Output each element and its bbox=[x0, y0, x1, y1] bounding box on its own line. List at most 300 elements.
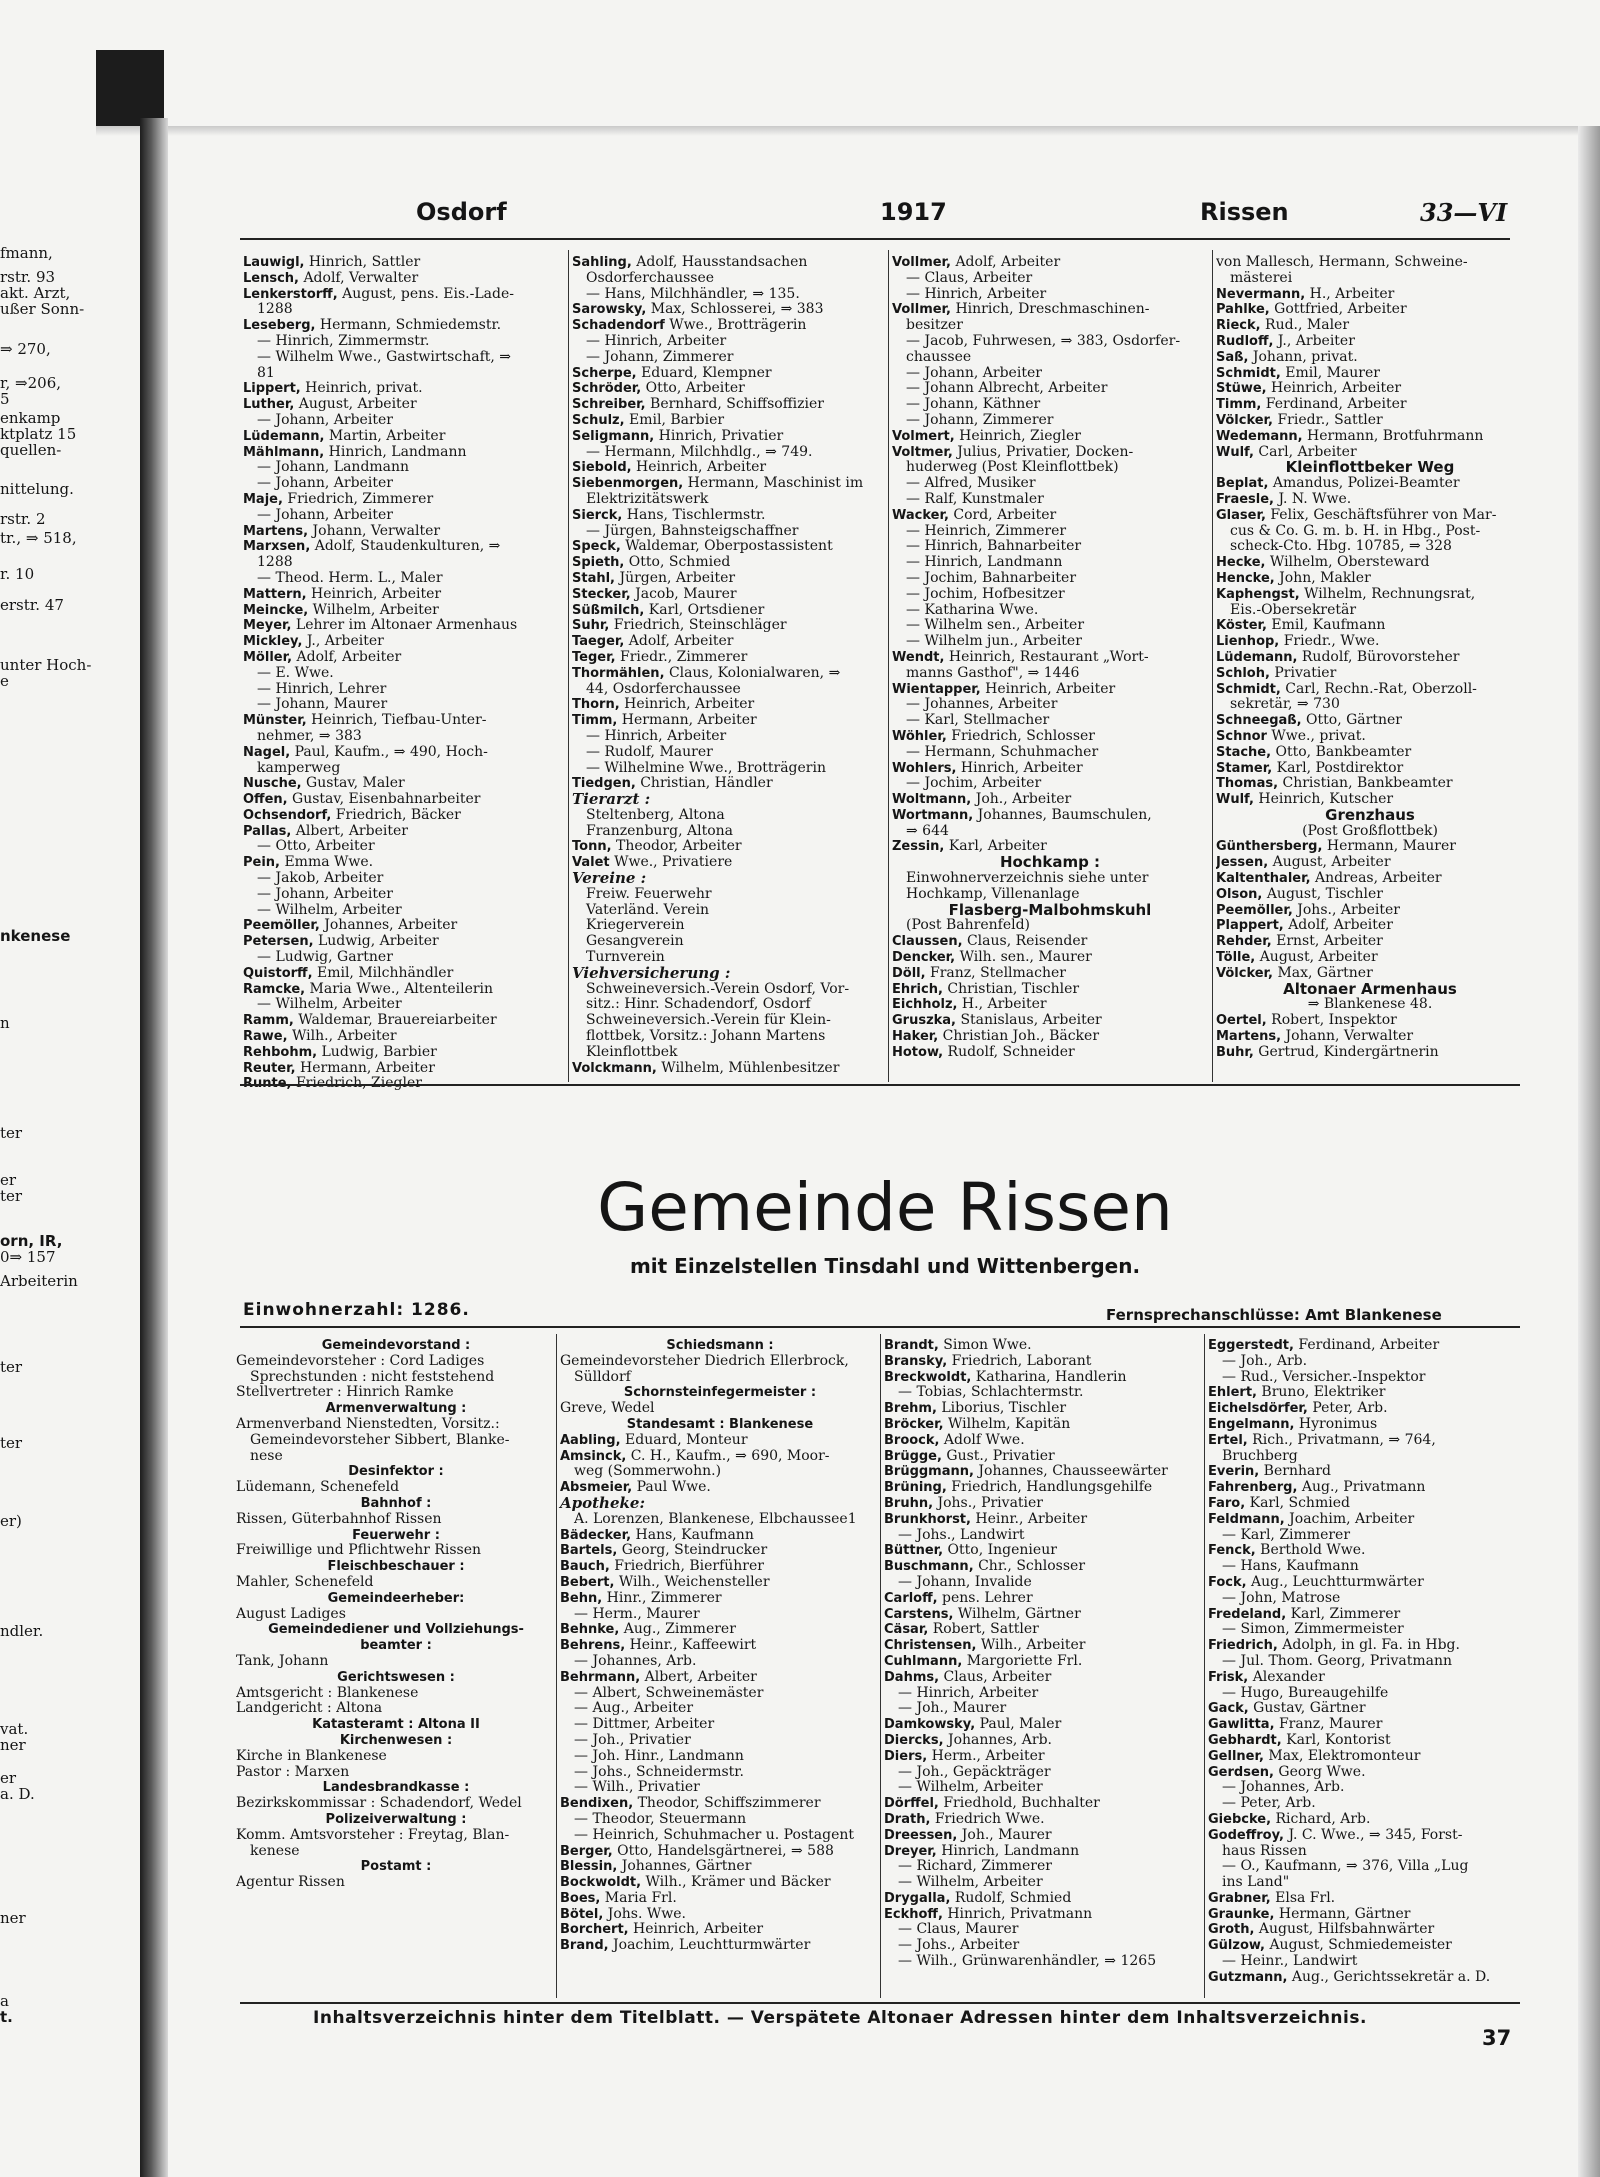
entry-details: Friedrich, Zimmerer bbox=[282, 491, 434, 507]
directory-entry bbox=[243, 950, 563, 966]
entry-details: Karl, Ortsdiener bbox=[644, 602, 765, 618]
entry-surname: Günthersberg, bbox=[1216, 839, 1323, 855]
fragment-line: ter bbox=[0, 1434, 23, 1452]
directory-entry bbox=[572, 713, 884, 729]
entry-surname: Broock, bbox=[884, 1432, 940, 1448]
directory-entry bbox=[243, 776, 563, 792]
entry-details: — Hinrich, Arbeiter bbox=[892, 286, 1047, 302]
entry-surname: Sahling, bbox=[572, 255, 632, 270]
directory-entry bbox=[243, 650, 563, 666]
entry-details: Heinrich, Arbeiter bbox=[619, 697, 755, 713]
directory-entry bbox=[560, 1844, 880, 1860]
entry-details: Herm., Arbeiter bbox=[927, 1748, 1045, 1764]
directory-entry bbox=[1208, 1449, 1524, 1465]
directory-entry bbox=[1216, 603, 1524, 619]
adjacent-page-fragment bbox=[0, 205, 134, 2065]
directory-entry bbox=[892, 429, 1208, 445]
entry-surname: Schröder, bbox=[572, 381, 642, 397]
entry-details: — Johann, Arbeiter bbox=[243, 476, 393, 492]
entry-details: Albert, Arbeiter bbox=[291, 823, 408, 839]
entry-surname: Stache, bbox=[1216, 744, 1272, 760]
entry-details: — Jul. Thom. Georg, Privatmann bbox=[1208, 1653, 1452, 1669]
directory-entry bbox=[884, 1638, 1202, 1654]
directory-entry bbox=[1216, 903, 1524, 919]
entry-details: — Hans, Milchhändler, ⇒ 135. bbox=[572, 286, 800, 302]
entry-surname: Aabling, bbox=[560, 1432, 621, 1448]
directory-entry bbox=[236, 1686, 556, 1702]
directory-entry bbox=[884, 1354, 1202, 1370]
entry-details: Johannes, Arbeiter bbox=[319, 918, 458, 934]
entry-surname: Faro, bbox=[1208, 1495, 1246, 1511]
entry-details: Heinr., Kaffeewirt bbox=[625, 1638, 757, 1654]
fragment-line: n bbox=[0, 1014, 10, 1032]
entry-surname: Ramcke, bbox=[243, 981, 306, 997]
directory-entry bbox=[236, 1828, 556, 1844]
entry-details: — E. Wwe. bbox=[243, 665, 334, 681]
entry-details: Adolf, Arbeiter bbox=[292, 649, 402, 665]
entry-surname: Rehbohm, bbox=[243, 1044, 318, 1060]
fragment-line: quellen- bbox=[0, 441, 62, 459]
entry-details: Gust., Privatier bbox=[941, 1448, 1055, 1464]
top-column-3 bbox=[892, 255, 1208, 1061]
directory-entry bbox=[1208, 1686, 1524, 1702]
fragment-line: er) bbox=[0, 1512, 22, 1530]
directory-entry bbox=[892, 966, 1208, 982]
entry-surname: Ochsendorf, bbox=[243, 807, 332, 823]
entry-surname: Oertel, bbox=[1216, 1013, 1267, 1029]
directory-entry bbox=[572, 508, 884, 524]
entry-details: Martin, Arbeiter bbox=[324, 428, 446, 444]
entry-surname: Bötel, bbox=[560, 1906, 604, 1922]
directory-entry bbox=[1208, 1859, 1524, 1875]
directory-entry bbox=[243, 697, 563, 713]
entry-details: (Post Bahrenfeld) bbox=[892, 918, 1031, 934]
entry-details: Adolf, Arbeiter bbox=[951, 255, 1061, 270]
entry-details: — Hugo, Bureaugehilfe bbox=[1208, 1685, 1389, 1701]
entry-details: — Jacob, Fuhrwesen, ⇒ 383, Osdorfer- bbox=[892, 333, 1181, 349]
directory-entry bbox=[560, 1370, 880, 1386]
entry-details: Hinrich, Landmann bbox=[936, 1843, 1080, 1859]
directory-entry bbox=[236, 1417, 556, 1433]
entry-details: J., Arbeiter bbox=[1273, 333, 1355, 349]
directory-entry bbox=[1208, 1433, 1524, 1449]
entry-surname: Süßmilch, bbox=[572, 602, 645, 618]
directory-entry bbox=[243, 476, 563, 492]
entry-surname: Siebold, bbox=[572, 460, 632, 476]
office-heading: Gemeindeerheber: bbox=[327, 1590, 465, 1606]
directory-entry bbox=[243, 492, 563, 508]
entry-details: Wilhelm, Kapitän bbox=[943, 1416, 1071, 1432]
entry-surname: Drath, bbox=[884, 1811, 931, 1827]
directory-entry bbox=[572, 1029, 884, 1045]
phone-exchange-note: Fernsprechanschlüsse: Amt Blankenese bbox=[1106, 1306, 1442, 1324]
entry-surname: Bockwoldt, bbox=[560, 1875, 642, 1891]
column-divider bbox=[880, 1334, 881, 1998]
directory-entry bbox=[560, 1464, 880, 1480]
entry-details: Steltenberg, Altona bbox=[572, 807, 725, 823]
directory-entry bbox=[572, 682, 884, 698]
entry-details: — Ludwig, Gartner bbox=[243, 950, 393, 966]
entry-details: Hans, Tischlermstr. bbox=[622, 507, 766, 523]
entry-surname: Eckhoff, bbox=[884, 1906, 943, 1922]
entry-surname: Lüdemann, bbox=[1216, 649, 1298, 665]
directory-entry bbox=[243, 808, 563, 824]
directory-entry bbox=[884, 1875, 1202, 1891]
entry-details: Maria Wwe., Altenteilerin bbox=[305, 981, 494, 997]
entry-details: — Rud., Versicher.-Inspektor bbox=[1208, 1369, 1426, 1385]
entry-details: Wilh., Krämer und Bäcker bbox=[641, 1875, 831, 1891]
entry-details: — Johann, Arbeiter bbox=[243, 886, 393, 902]
directory-entry bbox=[1208, 1812, 1524, 1828]
directory-entry bbox=[560, 1812, 880, 1828]
entry-details: cus & Co. G. m. b. H. in Hbg., Post- bbox=[1216, 523, 1481, 539]
entry-details: — John, Matrose bbox=[1208, 1590, 1341, 1606]
directory-entry bbox=[884, 1954, 1202, 1970]
directory-entry bbox=[243, 855, 563, 871]
directory-entry bbox=[884, 1907, 1202, 1923]
directory-entry bbox=[560, 1938, 880, 1954]
entry-details: John, Makler bbox=[1274, 570, 1371, 586]
entry-details: nese bbox=[236, 1448, 283, 1464]
entry-surname: Mählmann, bbox=[243, 444, 325, 460]
entry-details: Osdorferchaussee bbox=[572, 270, 715, 286]
directory-entry bbox=[884, 1370, 1202, 1386]
directory-entry bbox=[1216, 839, 1524, 855]
entry-surname: Gebhardt, bbox=[1208, 1732, 1282, 1748]
entry-details: Hermann, Arbeiter bbox=[617, 713, 757, 729]
entry-surname: Sarowsky, bbox=[572, 302, 647, 318]
directory-entry bbox=[1216, 855, 1524, 871]
entry-details: Robert, Sattler bbox=[928, 1622, 1039, 1638]
entry-details: ⇒ 644 bbox=[892, 823, 949, 839]
entry-details: Hermann, Maschinist im bbox=[683, 476, 864, 492]
directory-entry bbox=[1216, 650, 1524, 666]
footer-rule bbox=[240, 2002, 1520, 2004]
entry-details: — Johs., Arbeiter bbox=[884, 1938, 1020, 1954]
directory-entry bbox=[1216, 950, 1524, 966]
fragment-line: orn, IR, bbox=[0, 1232, 63, 1250]
entry-details: Max, Gärtner bbox=[1273, 965, 1373, 981]
entry-surname: Voltmer, bbox=[892, 444, 953, 460]
directory-entry bbox=[560, 1449, 880, 1465]
directory-entry bbox=[572, 476, 884, 492]
entry-details: Pastor : Marxen bbox=[236, 1764, 350, 1780]
entry-surname: Suhr, bbox=[572, 618, 610, 634]
directory-entry bbox=[243, 429, 563, 445]
directory-entry bbox=[243, 1029, 563, 1045]
entry-details: Mahler, Schenefeld bbox=[236, 1574, 374, 1590]
directory-entry bbox=[1208, 1591, 1524, 1607]
entry-details: Wilh., Arbeiter bbox=[976, 1638, 1086, 1654]
entry-surname: Wacker, bbox=[892, 507, 949, 523]
office-heading: Postamt : bbox=[360, 1859, 432, 1875]
entry-surname: Dahms, bbox=[884, 1669, 940, 1685]
fragment-line: er bbox=[0, 1769, 17, 1787]
directory-entry bbox=[1216, 745, 1524, 761]
entry-details: 1288 bbox=[243, 555, 293, 571]
directory-entry bbox=[560, 1717, 880, 1733]
entry-details: Waldemar, Brauereiarbeiter bbox=[293, 1013, 497, 1029]
directory-entry bbox=[560, 1433, 880, 1449]
directory-entry bbox=[884, 1528, 1202, 1544]
directory-entry bbox=[572, 918, 884, 934]
entry-surname: Borchert, bbox=[560, 1922, 629, 1938]
entry-details: — Hermann, Schuhmacher bbox=[892, 744, 1099, 760]
entry-details: Wilh. sen., Maurer bbox=[955, 950, 1092, 966]
entry-details: — Wilhelm jun., Arbeiter bbox=[892, 634, 1082, 650]
entry-surname: Rawe, bbox=[243, 1029, 288, 1045]
directory-entry bbox=[1216, 618, 1524, 634]
entry-details: — Hinrich, Lehrer bbox=[243, 681, 387, 697]
entry-surname: Marxsen, bbox=[243, 539, 311, 555]
directory-entry bbox=[572, 287, 884, 303]
directory-entry bbox=[1216, 350, 1524, 366]
entry-surname: Seligmann, bbox=[572, 428, 655, 444]
directory-entry bbox=[572, 381, 884, 397]
entry-surname: Wendt, bbox=[892, 649, 945, 665]
directory-entry bbox=[1216, 571, 1524, 587]
entry-surname: Diers, bbox=[884, 1748, 928, 1764]
directory-entry bbox=[1216, 887, 1524, 903]
entry-details: — Karl, Zimmerer bbox=[1208, 1527, 1351, 1543]
page-top-edge bbox=[96, 126, 1586, 136]
entry-details: — Herm., Maurer bbox=[560, 1606, 700, 1622]
entry-details: Otto, Ingenieur bbox=[943, 1543, 1057, 1559]
entry-details: Adolph, in gl. Fa. in Hbg. bbox=[1277, 1638, 1460, 1654]
fragment-line: r, ⇒206, bbox=[0, 374, 62, 392]
directory-entry bbox=[1216, 366, 1524, 382]
entry-surname: Cuhlmann, bbox=[884, 1653, 963, 1669]
directory-entry bbox=[892, 666, 1208, 682]
entry-details: Max, Elektromonteur bbox=[1263, 1748, 1421, 1764]
directory-entry bbox=[560, 1512, 880, 1528]
entry-details: H., Arbeiter bbox=[1305, 286, 1395, 302]
directory-entry bbox=[243, 618, 563, 634]
entry-surname: Brandt, bbox=[884, 1338, 939, 1353]
directory-entry bbox=[560, 1907, 880, 1923]
entry-surname: Feldmann, bbox=[1208, 1511, 1285, 1527]
entry-details: haus Rissen bbox=[1208, 1843, 1307, 1859]
entry-details: Heinrich, Restaurant „Wort- bbox=[944, 649, 1149, 665]
entry-details: Emil, Maurer bbox=[1280, 365, 1380, 381]
entry-surname: Gerdsen, bbox=[1208, 1764, 1274, 1780]
entry-details: — Hinrich, Arbeiter bbox=[884, 1685, 1039, 1701]
entry-details: C. H., Kaufm., ⇒ 690, Moor- bbox=[626, 1448, 830, 1464]
directory-entry bbox=[1216, 776, 1524, 792]
entry-surname: Martens, bbox=[1216, 1029, 1282, 1045]
directory-entry bbox=[884, 1828, 1202, 1844]
directory-entry bbox=[243, 397, 563, 413]
entry-details: Georg Wwe. bbox=[1273, 1764, 1366, 1780]
entry-details: Hermann, Arbeiter bbox=[295, 1060, 435, 1076]
entry-details: — Hans, Kaufmann bbox=[1208, 1559, 1359, 1575]
entry-details: 1288 bbox=[243, 302, 293, 318]
directory-entry bbox=[243, 871, 563, 887]
entry-surname: Eggerstedt, bbox=[1208, 1338, 1294, 1353]
office-heading: Fleischbeschauer : bbox=[327, 1559, 465, 1575]
directory-entry bbox=[892, 255, 1208, 271]
entry-surname: Friedrich, bbox=[1208, 1638, 1278, 1654]
directory-entry bbox=[236, 1654, 556, 1670]
directory-entry bbox=[1216, 1045, 1524, 1061]
entry-details: Hinrich, Arbeiter bbox=[956, 760, 1083, 776]
entry-surname: Damkowsky, bbox=[884, 1717, 976, 1733]
entry-surname: Pein, bbox=[243, 855, 280, 871]
directory-entry bbox=[884, 1496, 1202, 1512]
entry-details: Hermann, Maurer bbox=[1322, 839, 1456, 855]
directory-entry bbox=[884, 1449, 1202, 1465]
entry-surname: Schmidt, bbox=[1216, 681, 1281, 697]
entry-surname: Siebenmorgen, bbox=[572, 476, 684, 492]
directory-entry bbox=[892, 682, 1208, 698]
entry-surname: Amsinck, bbox=[560, 1448, 627, 1464]
office-heading: beamter : bbox=[360, 1638, 432, 1654]
entry-surname: Brand, bbox=[560, 1938, 609, 1954]
directory-entry bbox=[884, 1701, 1202, 1717]
entry-details: Rich., Privatmann, ⇒ 764, bbox=[1247, 1432, 1436, 1448]
directory-entry bbox=[892, 334, 1208, 350]
fragment-line: ußer Sonn- bbox=[0, 300, 85, 318]
fragment-line: ter bbox=[0, 1358, 23, 1376]
entry-surname: Lauwigl, bbox=[243, 255, 305, 270]
directory-entry bbox=[1208, 1338, 1524, 1354]
entry-details: Aug., Zimmerer bbox=[619, 1622, 736, 1638]
directory-entry bbox=[1208, 1354, 1524, 1370]
entry-surname: Brehm, bbox=[884, 1401, 937, 1417]
top-column-4 bbox=[1216, 255, 1524, 1061]
entry-surname: Rehder, bbox=[1216, 934, 1272, 950]
directory-entry bbox=[1208, 1559, 1524, 1575]
entry-surname: Haker, bbox=[892, 1029, 939, 1045]
directory-entry bbox=[243, 839, 563, 855]
entry-details: Friedrich Wwe. bbox=[930, 1811, 1045, 1827]
directory-entry bbox=[892, 982, 1208, 998]
section-rule bbox=[240, 1326, 1520, 1328]
directory-entry bbox=[892, 524, 1208, 540]
directory-entry bbox=[236, 1765, 556, 1781]
directory-entry bbox=[236, 1480, 556, 1496]
directory-entry bbox=[572, 318, 884, 334]
entry-details: — Johs., Schneidermstr. bbox=[560, 1764, 744, 1780]
entry-details: Simon Wwe. bbox=[938, 1338, 1032, 1353]
directory-entry bbox=[572, 745, 884, 761]
directory-entry bbox=[1208, 1528, 1524, 1544]
entry-details: — Aug., Arbeiter bbox=[560, 1701, 694, 1717]
entry-details: Otto, Gärtner bbox=[1301, 713, 1402, 729]
directory-entry bbox=[1216, 871, 1524, 887]
entry-surname: Wientapper, bbox=[892, 681, 981, 697]
entry-surname: Volckmann, bbox=[572, 1060, 657, 1076]
directory-entry bbox=[572, 397, 884, 413]
entry-details: — Peter, Arb. bbox=[1208, 1796, 1316, 1812]
directory-entry bbox=[236, 1433, 556, 1449]
office-heading: Desinfektor : bbox=[348, 1464, 444, 1480]
entry-details: — Alfred, Musiker bbox=[892, 476, 1036, 492]
directory-entry bbox=[560, 1654, 880, 1670]
directory-entry bbox=[572, 255, 884, 271]
directory-entry bbox=[884, 1559, 1202, 1575]
directory-entry bbox=[892, 650, 1208, 666]
entry-details: Theodor, Arbeiter bbox=[611, 839, 742, 855]
directory-entry bbox=[243, 745, 563, 761]
directory-entry bbox=[892, 302, 1208, 318]
entry-details: Heinrich, Tiefbau-Unter- bbox=[306, 713, 487, 729]
entry-details: Friedr., Zimmerer bbox=[615, 649, 748, 665]
entry-surname: Fraesle, bbox=[1216, 491, 1274, 507]
directory-entry bbox=[1208, 1828, 1524, 1844]
entry-surname: Groth, bbox=[1208, 1922, 1255, 1938]
entry-details: Albert, Arbeiter bbox=[640, 1669, 757, 1685]
entry-surname: Taeger, bbox=[572, 634, 625, 650]
directory-entry bbox=[1208, 1875, 1524, 1891]
entry-surname: Eichelsdörfer, bbox=[1208, 1401, 1308, 1417]
entry-details: Hinrich, Sattler bbox=[304, 255, 421, 270]
directory-entry bbox=[243, 603, 563, 619]
entry-details: Johann, privat. bbox=[1248, 349, 1358, 365]
entry-details: Schweineversich.-Verein für Klein- bbox=[572, 1013, 831, 1029]
entry-surname: Behrens, bbox=[560, 1638, 626, 1654]
office-heading: Landesbrandkasse : bbox=[322, 1780, 470, 1796]
directory-entry bbox=[884, 1401, 1202, 1417]
entry-details: August, Tischler bbox=[1262, 886, 1383, 902]
entry-details: August Ladiges bbox=[236, 1606, 346, 1622]
directory-entry bbox=[1208, 1480, 1524, 1496]
directory-entry bbox=[572, 934, 884, 950]
entry-details: Sprechstunden : nicht feststehend bbox=[236, 1369, 495, 1385]
directory-entry bbox=[243, 1061, 563, 1077]
entry-details: Franzenburg, Altona bbox=[572, 823, 733, 839]
entry-details: Katharina, Handlerin bbox=[971, 1369, 1127, 1385]
directory-entry bbox=[1208, 1638, 1524, 1654]
directory-entry bbox=[243, 366, 563, 382]
entry-details: flottbek, Vorsitz.: Johann Martens bbox=[572, 1029, 826, 1045]
entry-details: — Theod. Herm. L., Maler bbox=[243, 570, 443, 586]
directory-entry bbox=[243, 997, 563, 1013]
directory-entry bbox=[892, 1029, 1208, 1045]
fragment-line: ndler. bbox=[0, 1622, 44, 1640]
office-heading: Schornsteinfegermeister : bbox=[623, 1385, 817, 1401]
entry-details: Emma Wwe. bbox=[280, 855, 374, 871]
directory-entry bbox=[884, 1622, 1202, 1638]
directory-entry bbox=[892, 729, 1208, 745]
entry-surname: Brüggmann, bbox=[884, 1464, 974, 1480]
entry-details: Karl, Zimmerer bbox=[1286, 1606, 1401, 1622]
entry-details: Friedrich, Steinschläger bbox=[609, 618, 787, 634]
directory-entry bbox=[1208, 1717, 1524, 1733]
directory-entry bbox=[1208, 1670, 1524, 1686]
entry-details: sitz.: Hinr. Schadendorf, Osdorf bbox=[572, 997, 811, 1013]
entry-details: Johann, Verwalter bbox=[308, 523, 441, 539]
entry-details: Wwe., Brotträgerin bbox=[664, 318, 807, 334]
entry-details: Rudolf, Bürovorsteher bbox=[1297, 649, 1460, 665]
entry-details: Turnverein bbox=[572, 950, 665, 966]
entry-details: Eis.-Obersekretär bbox=[1216, 602, 1357, 618]
directory-entry bbox=[892, 492, 1208, 508]
directory-entry bbox=[243, 524, 563, 540]
directory-entry bbox=[892, 508, 1208, 524]
directory-entry bbox=[243, 587, 563, 603]
entry-surname: Volmert, bbox=[892, 428, 955, 444]
directory-entry bbox=[1208, 1701, 1524, 1717]
fragment-line: r. 10 bbox=[0, 565, 35, 583]
directory-entry bbox=[572, 1013, 884, 1029]
entry-surname: Grabner, bbox=[1208, 1890, 1271, 1906]
entry-surname: Lienhop, bbox=[1216, 634, 1280, 650]
entry-surname: Thorn, bbox=[572, 697, 620, 713]
directory-entry bbox=[243, 508, 563, 524]
entry-surname: Meincke, bbox=[243, 602, 309, 618]
entry-details: Joh., Arbeiter bbox=[971, 792, 1072, 808]
